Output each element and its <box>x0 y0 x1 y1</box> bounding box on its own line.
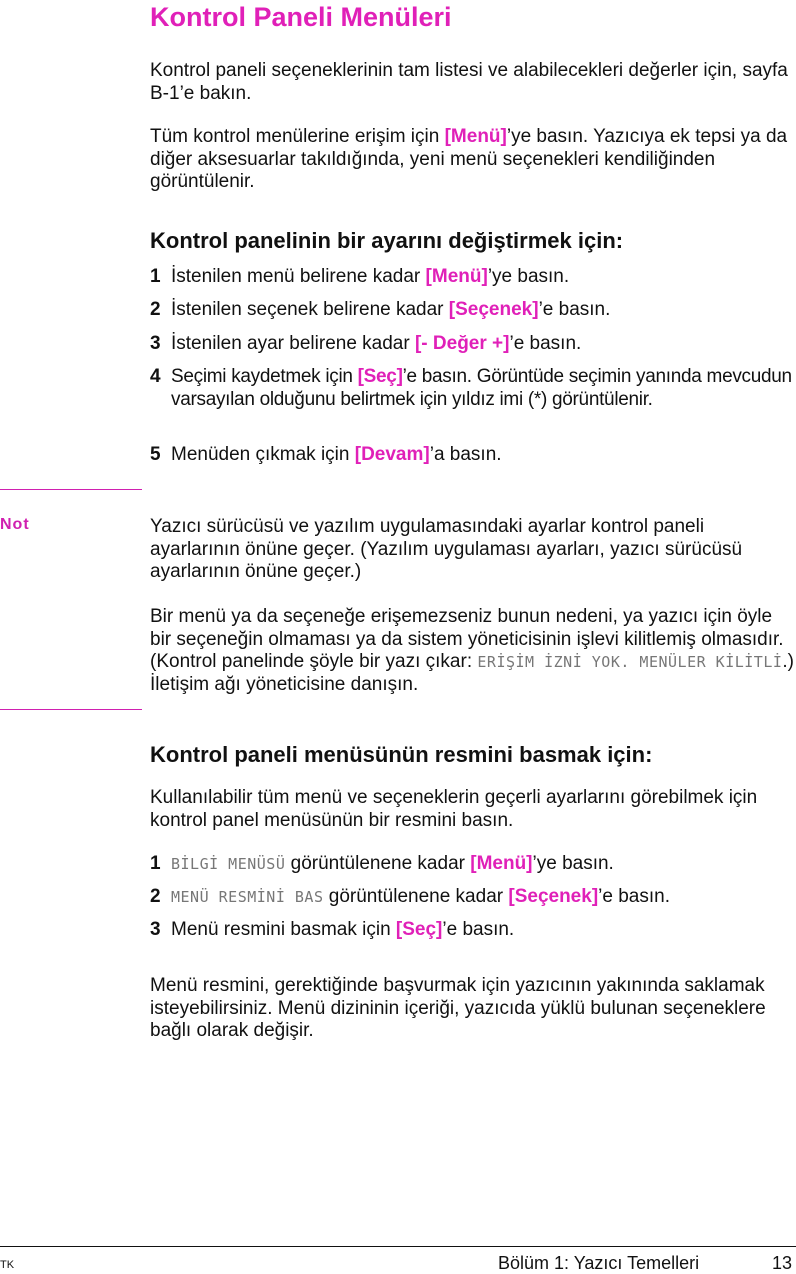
menu-map-step-2 <box>150 886 796 909</box>
menu-key: [Menü] <box>425 266 488 287</box>
page-number: 13 <box>772 1253 793 1273</box>
section-heading-print-menu-map: Kontrol paneli menüsünün resmini basmak için: <box>150 742 653 767</box>
text: Tüm kontrol menülerine erişim için <box>150 126 445 147</box>
menu-map-step-3 <box>150 919 796 942</box>
page-title: Kontrol Paneli Menüleri <box>150 2 452 32</box>
menu-access-paragraph <box>150 126 796 194</box>
step-text: ’a basın. <box>429 444 502 465</box>
step-text: İstenilen ayar belirene kadar <box>171 333 415 354</box>
step-number: 4 <box>150 366 161 387</box>
step-text: Seçimi kaydetmek için <box>171 366 358 387</box>
value-key: [- Değer +] <box>414 333 510 354</box>
note-paragraph-2 <box>150 606 796 696</box>
note-label: Not <box>0 516 30 533</box>
option-key: [Seçenek] <box>508 886 599 907</box>
footer-language-code: TK <box>0 1259 15 1271</box>
select-key: [Seç] <box>357 366 403 387</box>
step-number: 1 <box>150 853 161 874</box>
step-text: İstenilen seçenek belirene kadar <box>171 299 449 320</box>
intro-paragraph: Kontrol paneli seçeneklerinin tam listesi ve alabilecekleri değerler için, sayfa B-1’e bakın. <box>150 60 788 104</box>
section-heading-change-setting: Kontrol panelinin bir ayarını değiştirmek için: <box>150 228 624 253</box>
note-bottom-rule <box>0 709 142 710</box>
text: ’ye basın. Yazıcıya ek tepsi ya da diğer aksesuarlar takıldığında, yeni menü seçenekleri kendiliğinden görüntülenir. <box>150 126 788 192</box>
step-text: Menüden çıkmak için <box>171 444 355 465</box>
step-text: ’e basın. <box>442 919 515 940</box>
note-text: .) İletişim ağı yöneticisine danışın. <box>150 651 794 695</box>
menu-map-intro: Kullanılabilir tüm menü ve seçeneklerin geçerli ayarlarını görebilmek için kontrol panel menüsünün bir resmini basın. <box>150 787 758 831</box>
step-5 <box>150 444 796 467</box>
step-number: 5 <box>150 444 161 465</box>
lcd-message: ERİŞİM İZNİ YOK. MENÜLER KİLİTLİ <box>477 653 783 671</box>
step-text: İstenilen menü belirene kadar <box>171 266 426 287</box>
step-number: 2 <box>150 299 161 320</box>
step-1 <box>150 266 796 289</box>
step-text: ’e basın. <box>509 333 582 354</box>
step-text: ’e basın. Görüntüde seçimin yanında mevcudun varsayılan olduğunu belirtmek için yıldız imi (*) görüntülenir. <box>171 366 792 410</box>
note-text: Bir menü ya da seçeneğe erişemezseniz bunun nedeni, ya yazıcı için öyle bir seçeneğin olmaması ya da sistem yöneticisinin işlevi kilitlemiş olmasıdır. (Kontrol panelinde şöyle bir yazı çıkar: <box>150 606 784 672</box>
footer-rule <box>0 1246 796 1247</box>
step-3 <box>150 333 796 356</box>
step-text: görüntülenene kadar <box>285 853 471 874</box>
note-top-rule <box>0 489 142 490</box>
step-number: 3 <box>150 333 161 354</box>
step-number: 2 <box>150 886 161 907</box>
step-number: 3 <box>150 919 161 940</box>
step-text: Menü resmini basmak için <box>171 919 396 940</box>
step-number: 1 <box>150 266 161 287</box>
select-key: [Seç] <box>395 919 443 940</box>
step-text: ’ye basın. <box>487 266 570 287</box>
menu-key: [Menü] <box>444 126 507 147</box>
step-text: görüntülenene kadar <box>323 886 509 907</box>
step-text: ’e basın. <box>538 299 611 320</box>
lcd-message: BİLGİ MENÜSÜ <box>171 855 286 873</box>
option-key: [Seçenek] <box>448 299 539 320</box>
menu-map-step-1 <box>150 853 796 876</box>
step-4 <box>150 366 796 410</box>
step-text: ’e basın. <box>598 886 670 907</box>
closing-paragraph: Menü resmini, gerektiğinde başvurmak için yazıcının yakınında saklamak isteyebilirsiniz. Menü dizininin içeriği, yazıcıda yüklü bulunan seçeneklere bağlı olarak değişir. <box>150 975 766 1041</box>
footer-chapter: Bölüm 1: Yazıcı Temelleri <box>498 1253 700 1273</box>
lcd-message: MENÜ RESMİNİ BAS <box>171 888 324 906</box>
step-2 <box>150 299 796 322</box>
note-paragraph-1: Yazıcı sürücüsü ve yazılım uygulamasındaki ayarlar kontrol paneli ayarlarının önüne geçer. (Yazılım uygulaması ayarları, yazıcı sürücüsü ayarlarının önüne geçer.) <box>150 516 743 582</box>
menu-key: [Menü] <box>470 853 533 874</box>
step-text: ’ye basın. <box>532 853 614 874</box>
continue-key: [Devam] <box>354 444 430 465</box>
